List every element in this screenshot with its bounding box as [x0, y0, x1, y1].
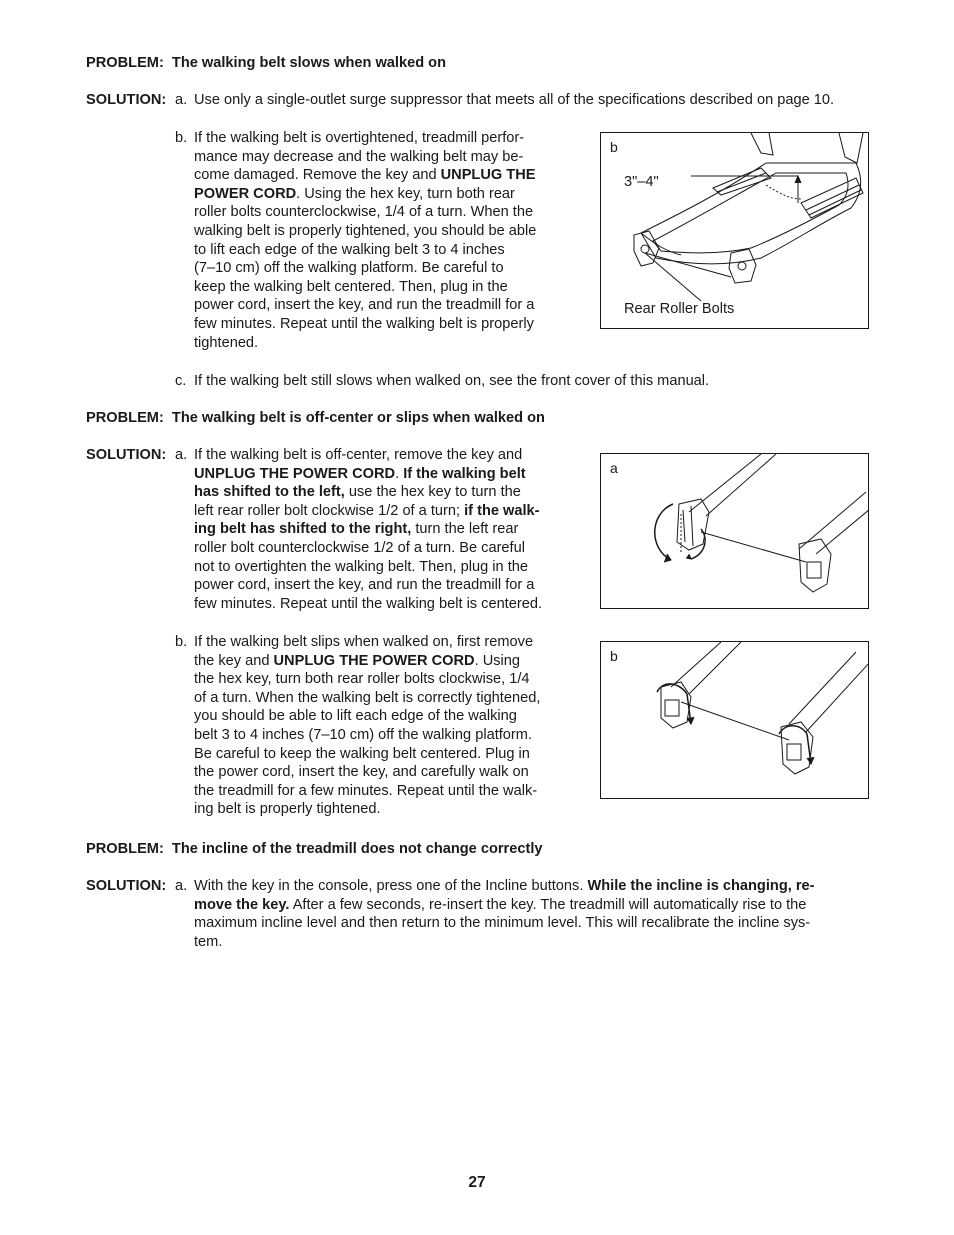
solution-label: SOLUTION:	[86, 92, 167, 108]
item-letter: a.	[175, 447, 188, 463]
item-letter: b.	[175, 130, 188, 146]
item-letter: b.	[175, 634, 188, 650]
figure-slip-adjust	[600, 641, 869, 799]
problem-label: PROBLEM:	[86, 55, 164, 71]
figure-letter: b	[610, 139, 618, 155]
problem-label: PROBLEM:	[86, 410, 164, 426]
item-text: If the walking belt is overtightened, treadmill perfor- mance may decrease and the walking belt may be- come damaged. Remove the key and UNPLUG THE POWER CORD. Using the hex key, turn both rear roller bolts counterclockwise, 1/4 of a turn. When the walking belt is properly tightened, you should be able to lift each edge of the walking belt 3 to 4 inches (7–10 cm) off the walking platform. Be careful to keep the walking belt centered. Then, plug in the power cord, insert the key, and run the treadmill for a few minutes. Repeat until the walking belt is properly tightened.	[194, 130, 537, 351]
problem-text: The walking belt is off-center or slips when walked on	[171, 410, 545, 426]
problem-heading-3	[86, 840, 543, 859]
figure-letter: a	[610, 460, 618, 476]
problem-heading-1	[86, 54, 446, 73]
figure-letter: b	[610, 648, 618, 664]
item-text: With the key in the console, press one of the Incline buttons. While the incline is changing, re- move the key. After a few seconds, re-insert the key. The treadmill will automatically rise to the maximum incline level and then return to the minimum level. This will recalibrate the incline sys- tem.	[194, 878, 815, 950]
dimension-label: 3"–4"	[624, 174, 659, 190]
roller-bolt-illustration	[601, 642, 869, 799]
item-letter: a.	[175, 878, 188, 894]
problem-heading-2	[86, 409, 545, 428]
roller-bolt-illustration	[601, 454, 869, 609]
problem-text: The walking belt slows when walked on	[171, 55, 446, 71]
figure-rear-roller-bolts	[600, 132, 869, 329]
solution-row-2a	[86, 446, 166, 465]
solution-row-3a	[86, 877, 166, 896]
solution-label: SOLUTION:	[86, 878, 167, 894]
problem-text: The incline of the treadmill does not change correctly	[171, 841, 543, 857]
page-number: 27	[468, 1174, 486, 1191]
item-text: If the walking belt slips when walked on, first remove the key and UNPLUG THE POWER CORD. Using the hex key, turn both rear roller bolts clockwise, 1/4 of a turn. When the walking belt is correctly tightened, you should be able to lift each edge of the walking belt 3 to 4 inches (7–10 cm) off the walking platform. Be careful to keep the walking belt centered. Plug in the power cord, insert the key, and carefully walk on the treadmill for a few minutes. Repeat until the walk- ing belt is properly tightened.	[194, 634, 541, 818]
item-text: If the walking belt still slows when walked on, see the front cover of this manual.	[194, 373, 710, 389]
item-text: Use only a single-outlet surge suppressor that meets all of the specifications described on page 10.	[194, 92, 835, 108]
problem-label: PROBLEM:	[86, 841, 164, 857]
item-text: If the walking belt is off-center, remove the key and UNPLUG THE POWER CORD. If the walking belt has shifted to the left, use the hex key to turn the left rear roller bolt clockwise 1/2 of a turn; if the walk- ing belt has shifted to the right, turn the left rear roller bolt counterclockwise 1/2 of a turn. Be careful not to overtighten the walking belt. Then, plug in the power cord, insert the key, and run the treadmill for a few minutes. Repeat until the walking belt is centered.	[194, 447, 543, 612]
figure-off-center-adjust	[600, 453, 869, 609]
figure-caption: Rear Roller Bolts	[624, 301, 735, 317]
solution-row-1a	[86, 91, 166, 110]
item-letter: c.	[175, 373, 187, 389]
item-letter: a.	[175, 92, 188, 108]
solution-label: SOLUTION:	[86, 447, 167, 463]
